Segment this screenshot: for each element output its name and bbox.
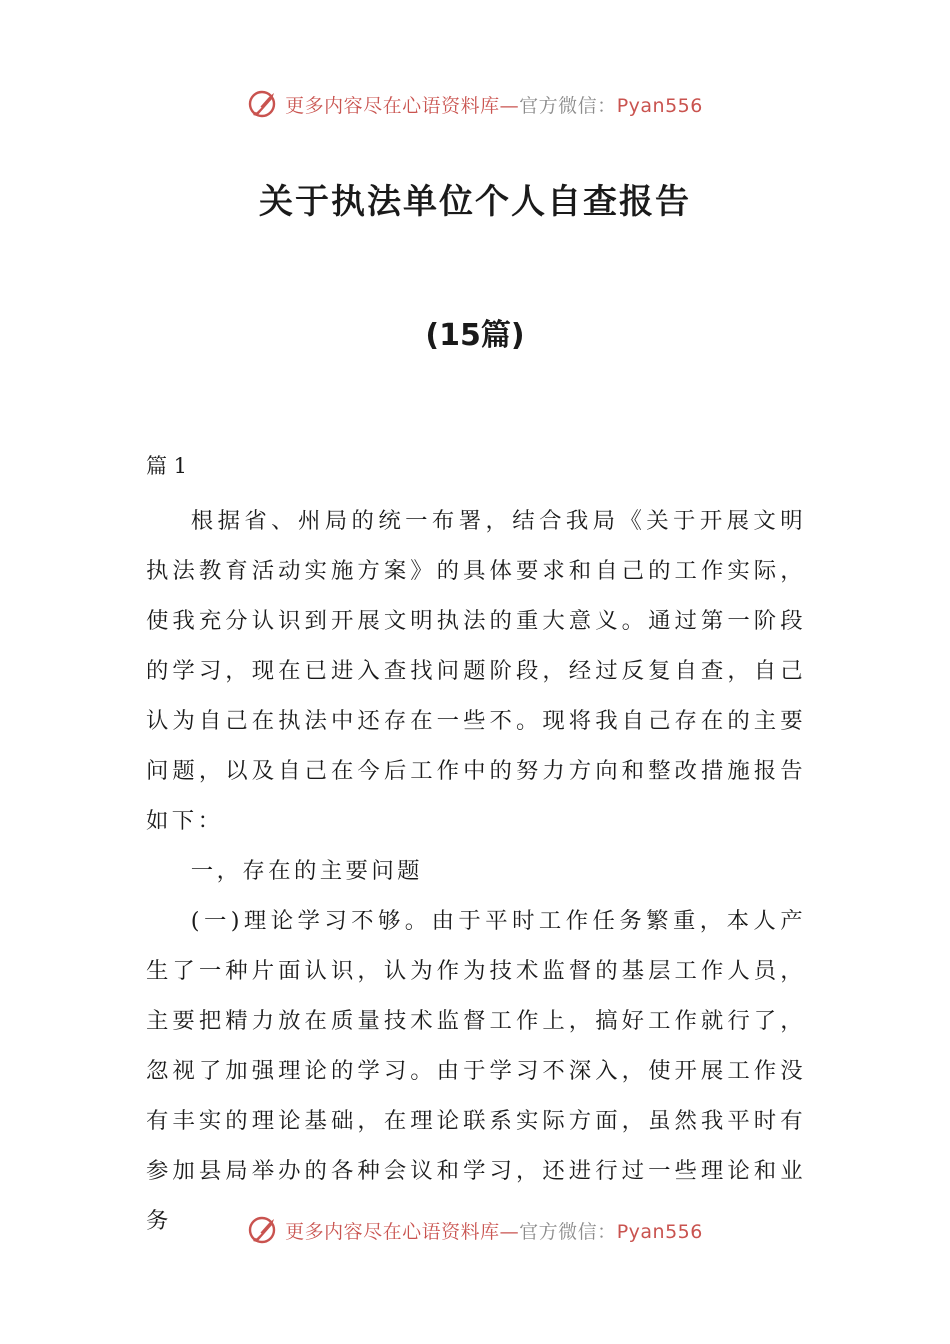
body-paragraph: 一，存在的主要问题 <box>190 858 423 884</box>
document-body <box>146 496 806 1246</box>
body-paragraph: (一)理论学习不够。由于平时工作任务繁重，本人产生了一种片面认识，认为作为技术监督的基层工作人员，主要把精力放在质量技术监督工作上，搞好工作就行了，忽视了加强理论的学习。由于学习不深入，使开展工作没有丰实的理论基础，在理论联系实际方面，虽然我平时有参加县局举办的各种会议和学习，还进行过一些理论和业务 <box>146 908 806 1234</box>
watermark-account: Pyan556 <box>616 94 703 117</box>
pen-nib-logo-icon <box>247 87 281 121</box>
document-subtitle: (15篇) <box>425 318 525 353</box>
pen-nib-logo-icon <box>247 1213 281 1247</box>
footer-watermark-banner <box>0 1210 950 1250</box>
watermark-wechat-label: 官方微信： <box>519 1220 617 1243</box>
body-paragraph: 根据省、州局的统一布署，结合我局《关于开展文明执法教育活动实施方案》的具体要求和自己的工作实际，使我充分认识到开展文明执法的重大意义。通过第一阶段的学习，现在已进入查找问题阶段，经过反复自查，自己认为自己在执法中还存在一些不。现将我自己存在的主要问题，以及自己在今后工作中的努力方向和整改措施报告如下： <box>146 508 806 834</box>
watermark-text <box>285 91 703 118</box>
watermark-main: 更多内容尽在心语资料库 <box>285 1220 500 1243</box>
watermark-main: 更多内容尽在心语资料库 <box>285 94 500 117</box>
section-label: 篇 1 <box>146 454 188 478</box>
document-title: 关于执法单位个人自查报告 <box>259 182 691 222</box>
watermark-wechat-label: 官方微信： <box>519 94 617 117</box>
watermark-text <box>285 1217 703 1244</box>
watermark-account: Pyan556 <box>616 1220 703 1243</box>
watermark-separator: — <box>499 1220 520 1243</box>
header-watermark-banner <box>0 84 950 124</box>
watermark-separator: — <box>499 94 520 117</box>
